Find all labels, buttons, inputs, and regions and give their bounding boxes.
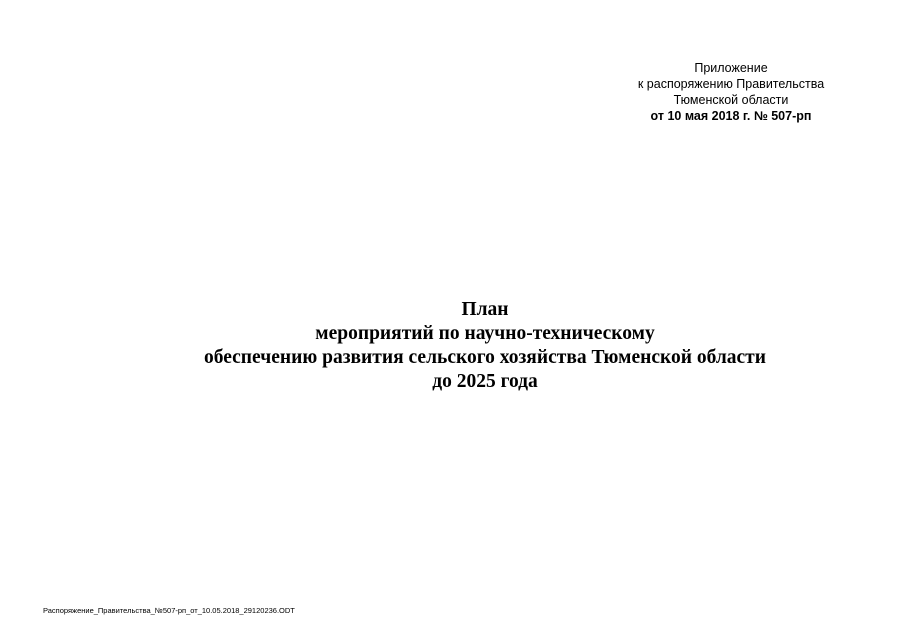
title-line-2: мероприятий по научно-техническому [315, 323, 655, 344]
document-title [0, 298, 905, 394]
footer-filename: Распоряжение_Правительства_№507-рп_от_10.05.2018_29120236.ODT [43, 606, 295, 615]
annex-reference: к распоряжению Правительства [637, 77, 825, 91]
title-line-3: обеспечению развития сельского хозяйства Тюменской области [204, 347, 766, 368]
annex-date-number: от 10 мая 2018 г. № 507-рп [650, 109, 812, 123]
annex-block [600, 60, 862, 124]
title-line-1: План [461, 299, 509, 320]
annex-label: Приложение [694, 61, 768, 75]
title-line-4: до 2025 года [432, 371, 538, 392]
annex-region: Тюменской области [673, 93, 789, 107]
